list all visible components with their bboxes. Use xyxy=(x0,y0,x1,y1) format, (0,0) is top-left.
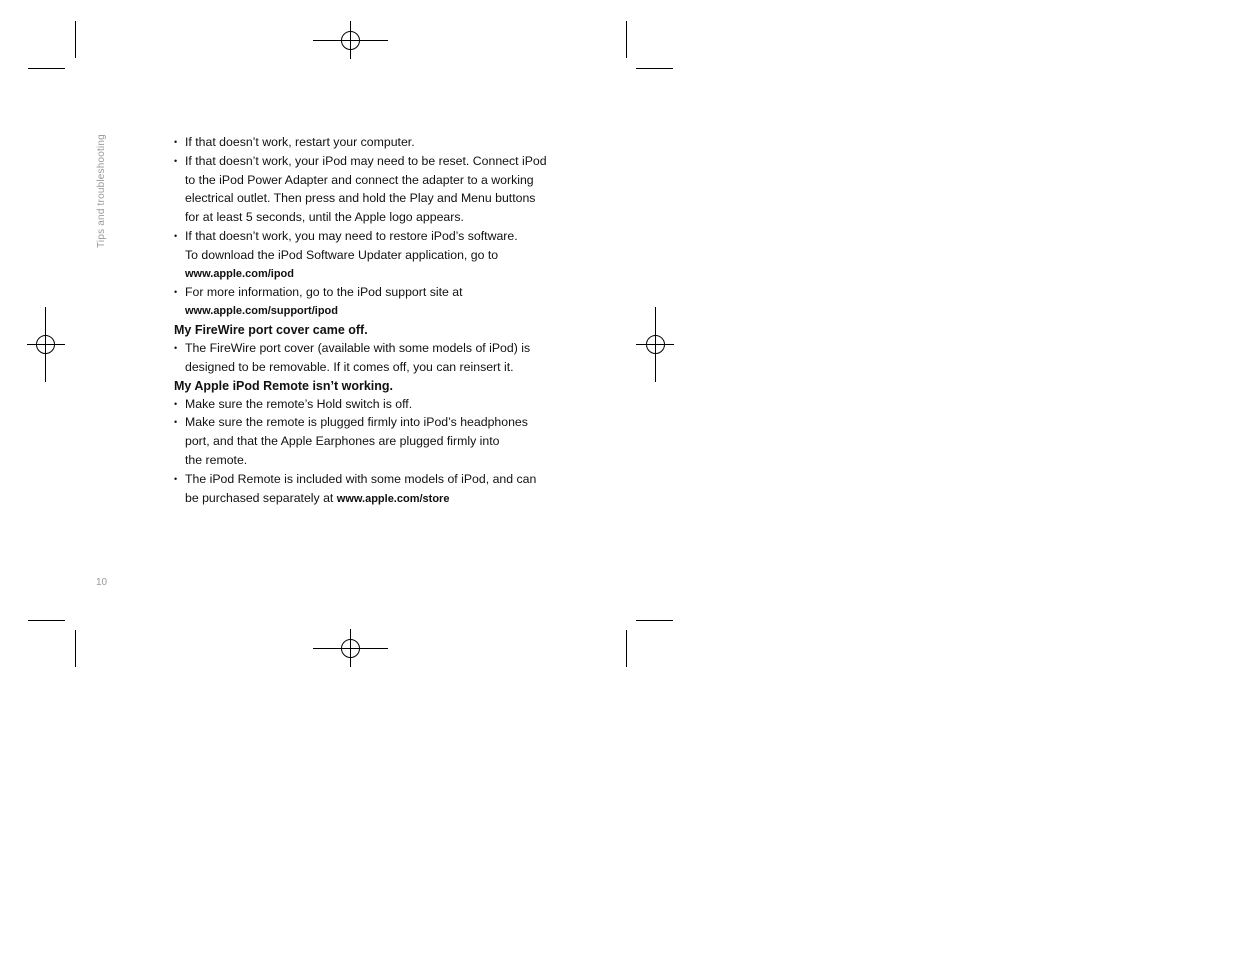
text-line xyxy=(185,489,544,509)
page-number: 10 xyxy=(96,577,108,588)
text-line: • If that doesn’t work, your iPod may need to be reset. Connect iPod xyxy=(185,153,547,168)
text-line: • If that doesn’t work, you may need to restore iPod’s software. xyxy=(185,228,518,243)
text-line: to the iPod Power Adapter and connect the adapter to a working xyxy=(185,172,534,187)
list-item xyxy=(174,339,544,377)
section-heading: My Apple iPod Remote isn’t working. xyxy=(174,378,394,393)
page-body xyxy=(174,133,547,508)
text-line: • For more information, go to the iPod support site at xyxy=(185,285,463,300)
bullet-list-top xyxy=(174,133,547,321)
list-item xyxy=(174,283,544,321)
text-line: electrical outlet. Then press and hold the Play and Menu buttons xyxy=(185,191,536,206)
list-item xyxy=(174,470,544,509)
url-link: www.apple.com/support/ipod xyxy=(185,305,338,318)
text-line: • The iPod Remote is included with some models of iPod, and can xyxy=(185,471,537,486)
text-line: • The FireWire port cover (available with some models of iPod) is xyxy=(185,340,531,355)
text-line: • Make sure the remote is plugged firmly into iPod’s headphones xyxy=(185,415,528,430)
registration-mark-left xyxy=(27,307,65,382)
section-label: Tips and troubleshooting xyxy=(96,134,107,248)
text-line: port, and that the Apple Earphones are plugged firmly into xyxy=(185,434,500,449)
list-item xyxy=(174,395,544,414)
text-line: • If that doesn’t work, restart your computer. xyxy=(185,135,415,149)
text-line: for at least 5 seconds, until the Apple logo appears. xyxy=(185,210,464,225)
list-item xyxy=(174,413,544,469)
bullet-list-firewire xyxy=(174,339,544,377)
bullet-list-remote xyxy=(174,395,544,509)
list-item xyxy=(174,133,544,152)
registration-mark-bottom xyxy=(313,629,388,667)
text-fragment: be purchased separately at xyxy=(185,490,334,505)
section-heading: My FireWire port cover came off. xyxy=(174,322,368,337)
url-link: www.apple.com/ipod xyxy=(185,267,294,280)
registration-mark-right xyxy=(636,307,674,382)
text-line: the remote. xyxy=(185,452,248,467)
registration-mark-top xyxy=(313,21,388,59)
list-item xyxy=(174,227,544,283)
text-line: To download the iPod Software Updater application, go to xyxy=(185,247,499,262)
text-line: designed to be removable. If it comes off, you can reinsert it. xyxy=(185,359,514,374)
list-item xyxy=(174,152,547,227)
url-link: www.apple.com/store xyxy=(336,492,450,505)
text-line: • Make sure the remote’s Hold switch is off. xyxy=(185,396,413,411)
